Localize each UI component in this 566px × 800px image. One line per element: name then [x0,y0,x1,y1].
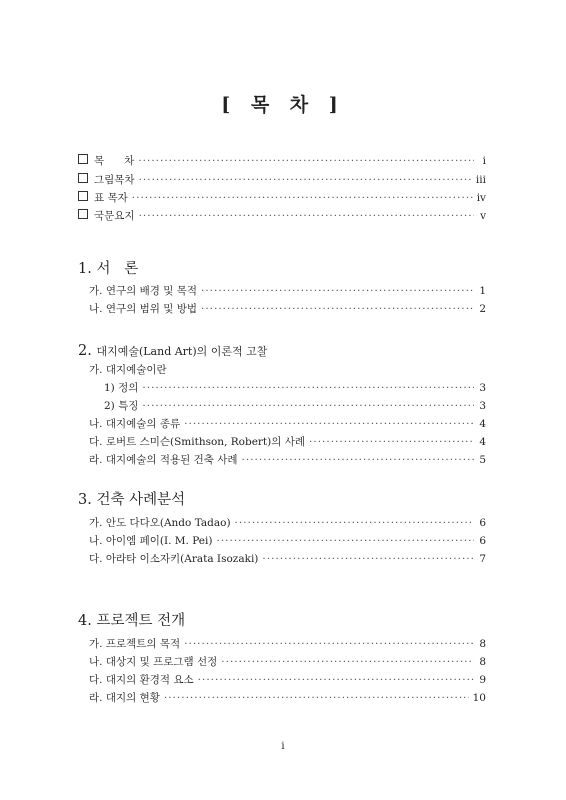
toc-page: 6 [479,517,486,529]
leader-dots [184,637,474,651]
toc-label: 다. 대지의 환경적 요소 [89,674,194,686]
leader-dots [138,154,474,168]
section-title: 대지예술(Land Art)의 이론적 고찰 [96,345,268,358]
leader-dots [139,173,472,187]
section-heading[interactable] [78,342,267,361]
toc-page: 5 [479,454,486,466]
toc-page: 8 [479,656,486,668]
toc-row[interactable] [89,417,486,431]
toc-label: 국문요지 [94,210,135,222]
checkbox-icon [78,154,88,164]
toc-label: 나. 연구의 범위 및 방법 [89,303,197,315]
leader-dots [132,191,473,205]
toc-row-front-figures[interactable] [78,173,486,187]
leader-dots [139,209,474,223]
toc-label: 가. 안도 다다오(Ando Tadao) [89,517,231,529]
leader-dots [164,691,469,705]
toc-row[interactable] [89,516,486,530]
toc-label: 다. 로버트 스미슨(Smithson, Robert)의 사례 [89,436,306,448]
section-heading[interactable]: 1. 서 론 [78,261,139,277]
toc-label: 가. 대지예술이란 [89,364,167,376]
toc-row[interactable] [89,534,486,548]
toc-row[interactable] [104,399,486,413]
leader-dots [235,516,474,530]
toc-row[interactable] [89,552,486,566]
toc-page: 4 [479,436,486,448]
toc-row[interactable] [89,691,486,705]
toc-label: 그림목차 [94,174,135,186]
toc-row[interactable] [89,302,486,316]
toc-row-front-abstract[interactable] [78,209,486,223]
leader-dots [142,381,474,395]
section-number: 2. [78,343,92,359]
toc-row[interactable] [89,435,486,449]
leader-dots [184,417,474,431]
toc-page: 6 [479,535,486,547]
toc-row[interactable] [89,453,486,467]
checkbox-icon [78,173,88,183]
toc-row[interactable] [89,363,486,377]
toc-page: 3 [479,400,486,412]
toc-label: 목 차 [94,155,135,167]
leader-dots [201,302,474,316]
toc-label: 2) 특징 [104,400,139,412]
toc-label: 가. 연구의 배경 및 목적 [89,285,197,297]
toc-page: 10 [472,692,486,704]
toc-label: 다. 아라타 이소자키(Arata Isozaki) [89,553,259,565]
toc-label: 표 목자 [94,192,128,204]
toc-label: 라. 대지예술의 적용된 건축 사례 [89,454,238,466]
toc-page: v [480,210,486,222]
toc-page: iv [476,192,486,204]
checkbox-icon [78,209,88,219]
toc-label: 나. 대지예술의 종류 [89,418,181,430]
toc-row[interactable] [104,381,486,395]
leader-dots [142,399,474,413]
leader-dots [198,673,474,687]
toc-page: 3 [479,382,486,394]
checkbox-icon [78,191,88,201]
toc-page: 4 [479,418,486,430]
leader-dots [221,655,474,669]
toc-row[interactable] [89,284,486,298]
section-heading[interactable]: 4. 프로젝트 전개 [78,613,186,629]
toc-label: 나. 대상지 및 프로그램 선정 [89,656,218,668]
toc-row-front-tables[interactable] [78,191,486,205]
toc-label: 1) 정의 [104,382,139,394]
toc-page: 7 [479,553,486,565]
toc-page: 1 [479,285,486,297]
toc-page: 9 [479,674,486,686]
toc-page: iii [475,174,486,186]
toc-row-front-contents[interactable] [78,154,486,168]
leader-dots [201,284,474,298]
toc-page: i [482,155,486,167]
section-heading[interactable]: 3. 건축 사례분석 [78,492,186,508]
leader-dots [309,435,474,449]
toc-label: 가. 프로젝트의 목적 [89,638,181,650]
toc-row[interactable] [89,655,486,669]
toc-row[interactable] [89,673,486,687]
toc-page: 8 [479,638,486,650]
leader-dots [242,453,474,467]
page-number: i [281,741,285,752]
leader-dots [216,534,474,548]
toc-page: 2 [479,303,486,315]
page-title: [ 목 차 ] [221,94,345,116]
toc-label: 라. 대지의 현황 [89,692,160,704]
leader-dots [262,552,474,566]
toc-label: 나. 아이엠 페이(I. M. Pei) [89,535,213,547]
toc-row[interactable] [89,637,486,651]
